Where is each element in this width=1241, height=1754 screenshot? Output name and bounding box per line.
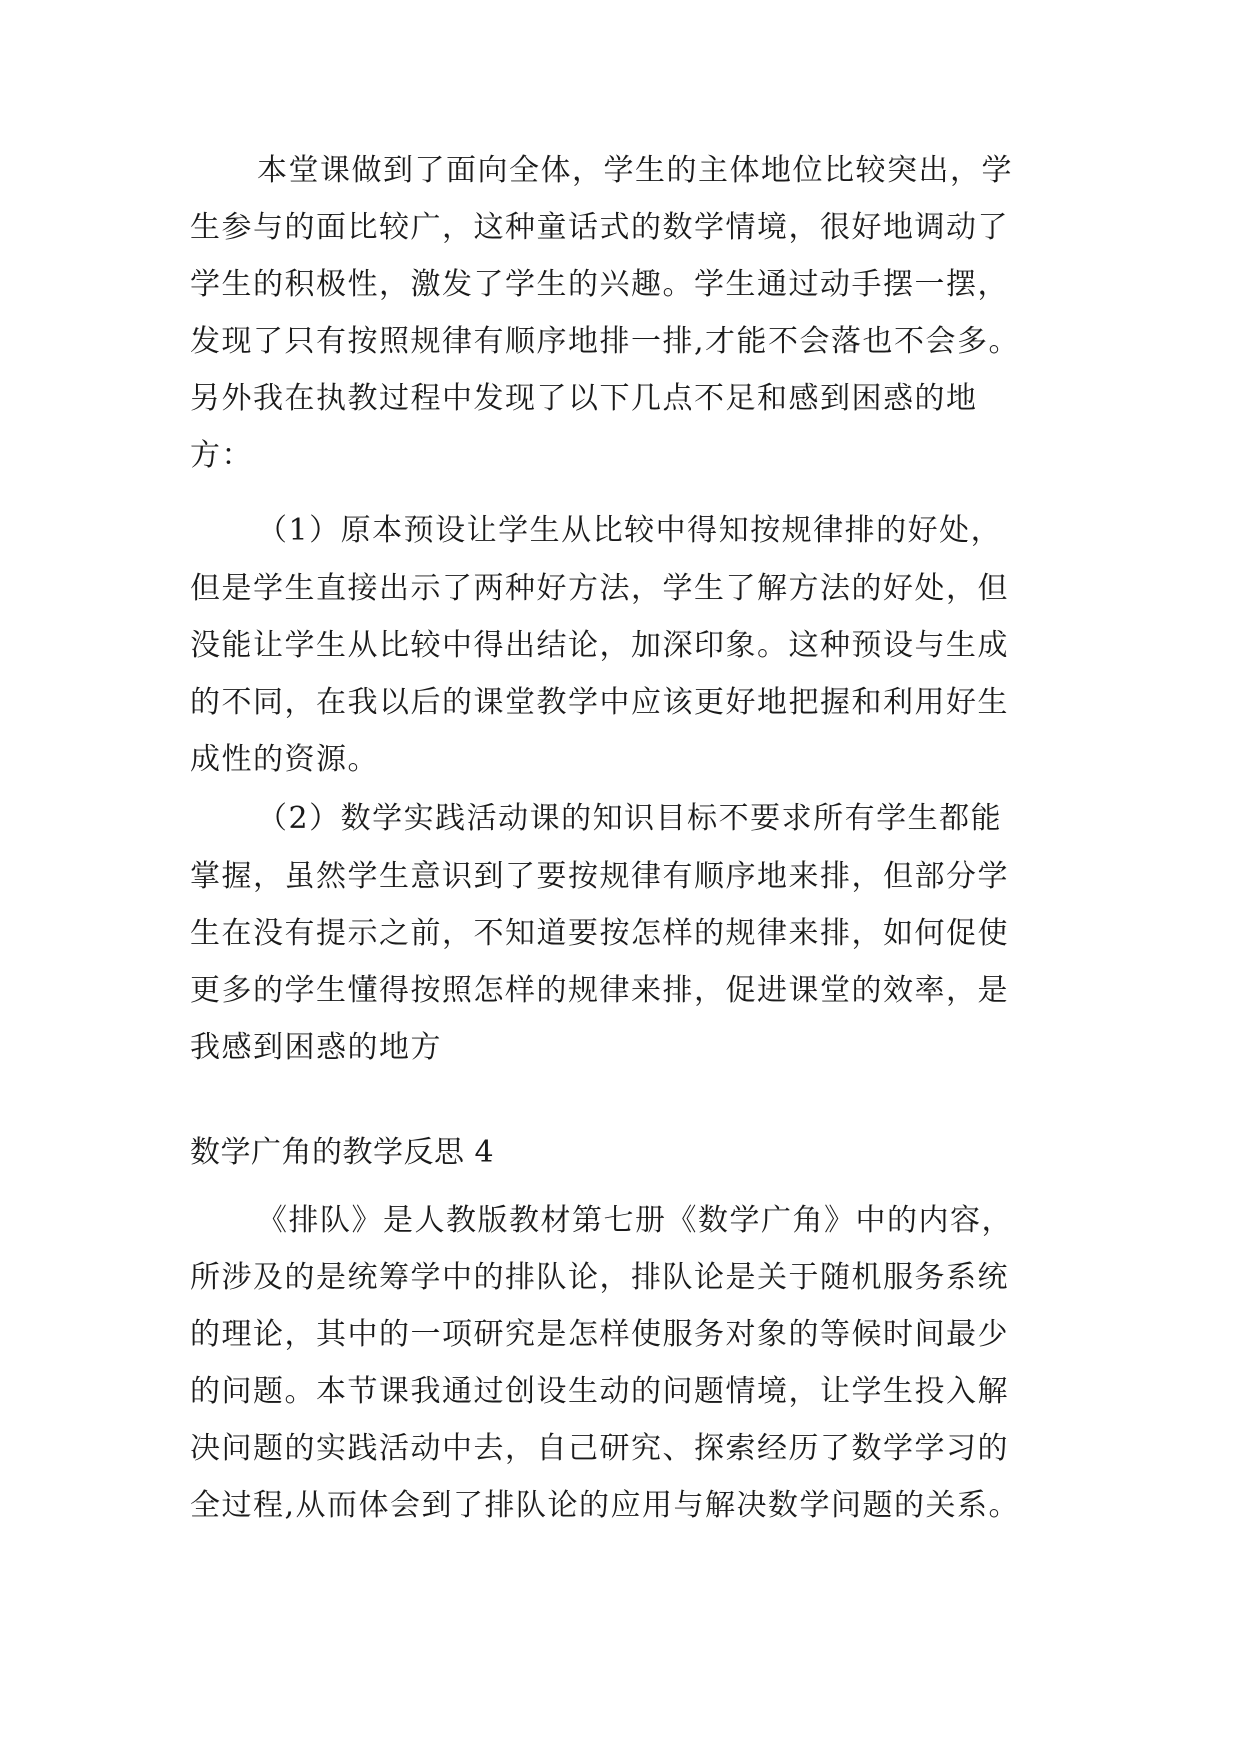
section-heading: 数学广角的教学反思 4 [190, 1135, 495, 1170]
paragraph-line: 学生的积极性，激发了学生的兴趣。学生通过动手摆一摆， [190, 267, 1009, 302]
paragraph-line: 但是学生直接出示了两种好方法，学生了解方法的好处，但 [190, 571, 1009, 606]
paragraph-line: 决问题的实践活动中去，自己研究、探索经历了数学学习的 [190, 1431, 1009, 1466]
paragraph-line: 的不同，在我以后的课堂教学中应该更好地把握和利用好生 [190, 685, 1009, 720]
paragraph-line: 没能让学生从比较中得出结论，加深印象。这种预设与生成 [190, 628, 1009, 663]
paragraph-line: 《排队》是人教版教材第七册《数学广角》中的内容， [257, 1203, 1013, 1238]
paragraph-line: 的问题。本节课我通过创设生动的问题情境，让学生投入解 [190, 1374, 1009, 1409]
paragraph-line: 我感到困惑的地方 [190, 1030, 442, 1065]
paragraph-line: 的理论，其中的一项研究是怎样使服务对象的等候时间最少 [190, 1317, 1009, 1352]
paragraph-line: 更多的学生懂得按照怎样的规律来排，促进课堂的效率，是 [190, 973, 1009, 1008]
paragraph-line: 全过程,从而体会到了排队论的应用与解决数学问题的关系。 [190, 1488, 1021, 1523]
paragraph-line: 掌握，虽然学生意识到了要按规律有顺序地来排，但部分学 [190, 859, 1009, 894]
paragraph-line: 生参与的面比较广，这种童话式的数学情境，很好地调动了 [190, 210, 1009, 245]
paragraph-line: 方： [190, 438, 253, 473]
paragraph-line: 另外我在执教过程中发现了以下几点不足和感到困惑的地 [190, 381, 978, 416]
paragraph-line: 发现了只有按照规律有顺序地排一排,才能不会落也不会多。 [190, 324, 1021, 359]
paragraph-line: （2）数学实践活动课的知识目标不要求所有学生都能 [257, 801, 1003, 836]
paragraph-line: 本堂课做到了面向全体，学生的主体地位比较突出，学 [257, 153, 1013, 188]
paragraph-line: 成性的资源。 [190, 742, 379, 777]
paragraph-line: 生在没有提示之前，不知道要按怎样的规律来排，如何促使 [190, 916, 1009, 951]
paragraph-line: 所涉及的是统筹学中的排队论，排队论是关于随机服务系统 [190, 1260, 1009, 1295]
paragraph-line: （1）原本预设让学生从比较中得知按规律排的好处， [257, 513, 1003, 548]
